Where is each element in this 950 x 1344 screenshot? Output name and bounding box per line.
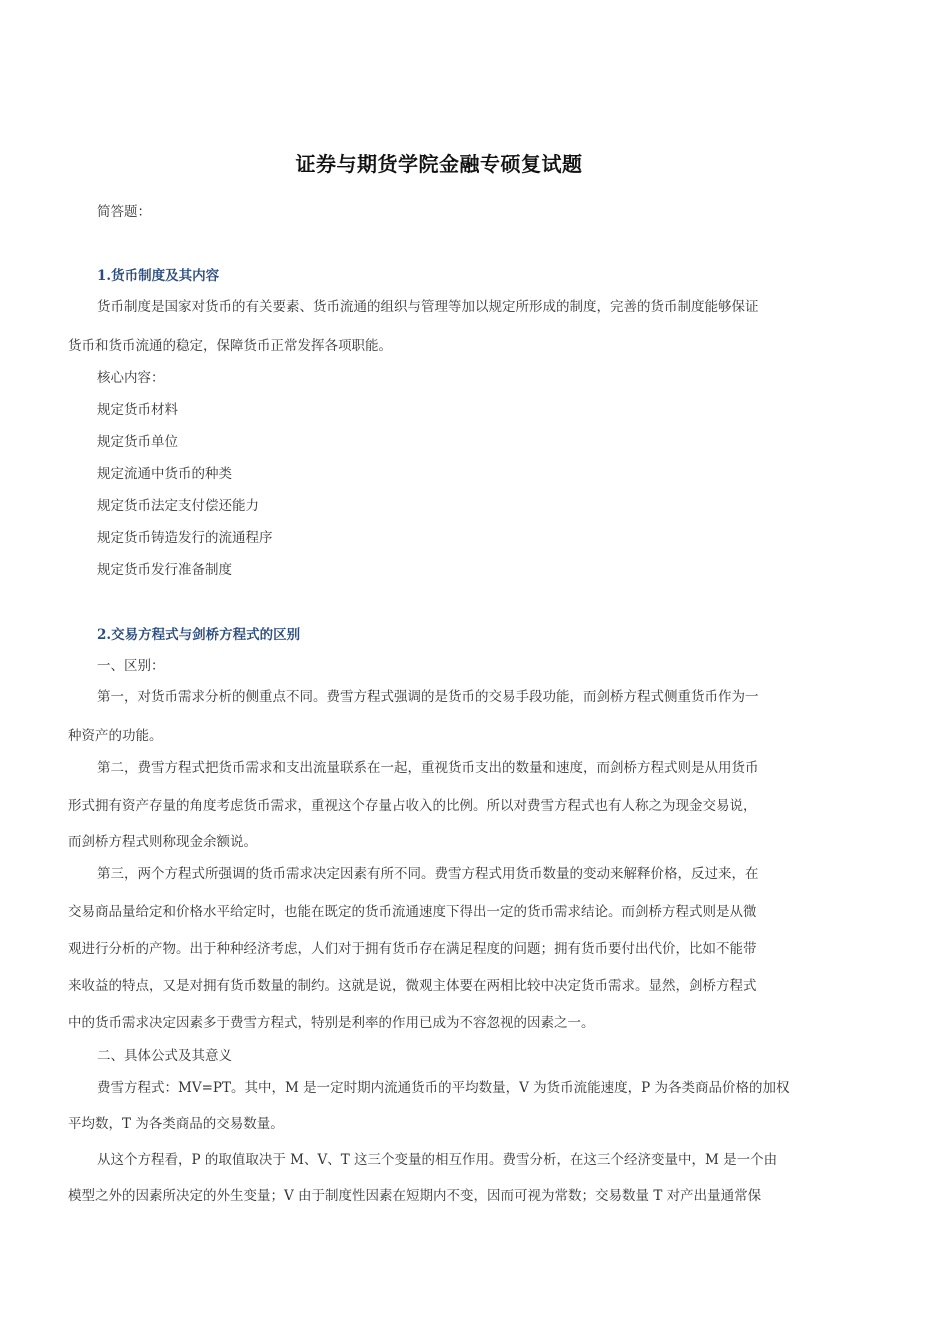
paragraph-line: 观进行分析的产物。出于种种经济考虑，人们对于拥有货币存在满足程度的问题；拥有货币要付出代价，比如不能带 <box>68 941 757 957</box>
page-title: 证券与期货学院金融专硕复试题 <box>295 152 583 176</box>
core-content-label: 核心内容： <box>97 370 165 386</box>
paragraph-line: 形式拥有资产存量的角度考虑货币需求，重视这个存量占收入的比例。所以对费雪方程式也有人称之为现金交易说， <box>68 798 757 814</box>
paragraph-line: 交易商品量给定和价格水平给定时，也能在既定的货币流通速度下得出一定的货币需求结论。而剑桥方程式则是从微 <box>68 904 757 920</box>
subsection-label: 二、具体公式及其意义 <box>97 1048 232 1064</box>
list-item: 规定货币铸造发行的流通程序 <box>97 530 273 546</box>
paragraph-line: 中的货币需求决定因素多于费雪方程式，特别是利率的作用已成为不容忽视的因素之一。 <box>68 1015 595 1031</box>
paragraph-line: 平均数，T 为各类商品的交易数量。 <box>68 1116 284 1132</box>
list-item: 规定货币法定支付偿还能力 <box>97 498 259 514</box>
paragraph-line: 模型之外的因素所决定的外生变量；V 由于制度性因素在短期内不变，因而可视为常数；交易数量 T 对产出量通常保 <box>68 1188 762 1204</box>
list-item: 规定货币发行准备制度 <box>97 562 232 578</box>
paragraph-line: 从这个方程看，P 的取值取决于 M、V、T 这三个变量的相互作用。费雪分析，在这三个经济变量中，M 是一个由 <box>97 1152 778 1168</box>
paragraph-line: 费雪方程式：MV=PT。其中，M 是一定时期内流通货币的平均数量，V 为货币流能速度，P 为各类商品价格的加权 <box>97 1080 790 1096</box>
paragraph-line: 第二，费雪方程式把货币需求和支出流量联系在一起，重视货币支出的数量和速度，而剑桥方程式则是从用货币 <box>97 760 759 776</box>
section-1-paragraph-line: 货币制度是国家对货币的有关要素、货币流通的组织与管理等加以规定所形成的制度，完善的货币制度能够保证 <box>97 299 759 315</box>
paragraph-line: 种资产的功能。 <box>68 728 163 744</box>
paragraph-line: 第一，对货币需求分析的侧重点不同。费雪方程式强调的是货币的交易手段功能，而剑桥方程式侧重货币作为一 <box>97 689 759 705</box>
subsection-label: 一、区别： <box>97 658 165 674</box>
paragraph-line: 而剑桥方程式则称现金余额说。 <box>68 834 257 850</box>
list-item: 规定货币单位 <box>97 434 178 450</box>
section-2-heading: 2.交易方程式与剑桥方程式的区别 <box>97 627 301 643</box>
paragraph-line: 第三，两个方程式所强调的货币需求决定因素有所不同。费雪方程式用货币数量的变动来解释价格，反过来，在 <box>97 866 759 882</box>
section-1-heading: 1.货币制度及其内容 <box>97 268 220 284</box>
paragraph-line: 来收益的特点，又是对拥有货币数量的制约。这就是说，微观主体要在两相比较中决定货币需求。显然，剑桥方程式 <box>68 978 757 994</box>
section-1-paragraph-line: 货币和货币流通的稳定，保障货币正常发挥各项职能。 <box>68 338 392 354</box>
list-item: 规定流通中货币的种类 <box>97 466 232 482</box>
list-item: 规定货币材料 <box>97 402 178 418</box>
intro-label: 简答题： <box>97 204 151 220</box>
